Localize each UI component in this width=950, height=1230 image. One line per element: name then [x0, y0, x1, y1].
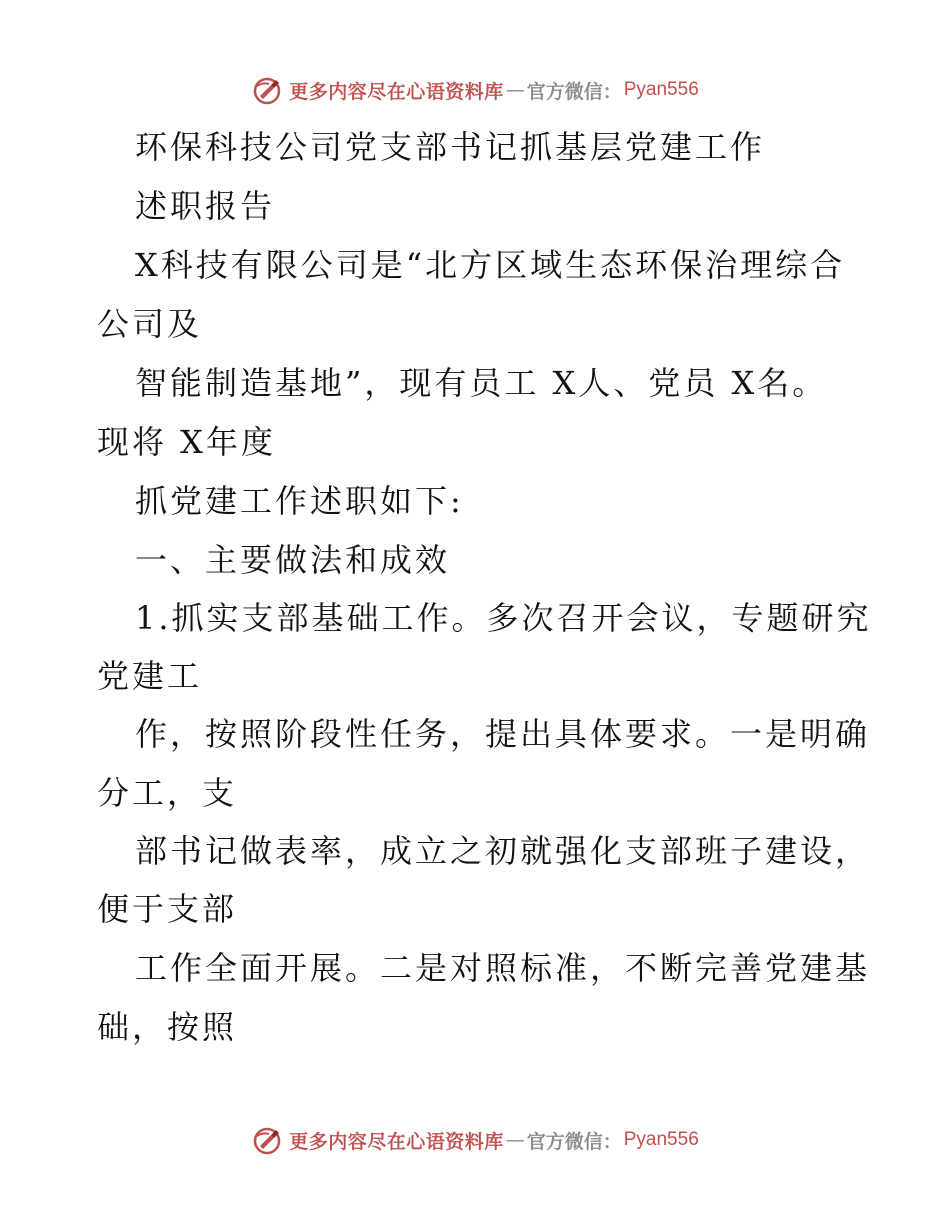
footer-watermark — [0, 1120, 950, 1160]
doc-line: 便于支部 — [97, 890, 238, 928]
wechat-id: Pyan556 — [623, 79, 699, 100]
doc-line: 现将 X年度 — [97, 423, 276, 461]
wechat-id: Pyan556 — [623, 1129, 699, 1150]
watermark-text: 更多内容尽在心语资料库 — [289, 1130, 504, 1153]
watermark-separator: — — [505, 1129, 525, 1151]
doc-line: 抓党建工作述职如下: — [135, 482, 464, 520]
wechat-label: 官方微信： — [526, 80, 622, 103]
watermark-text: 更多内容尽在心语资料库 — [289, 80, 504, 103]
doc-line: 分工，支 — [97, 774, 238, 812]
doc-line: 公司及 — [97, 305, 203, 343]
header-watermark — [0, 70, 950, 110]
watermark-separator: — — [505, 79, 525, 101]
doc-line: 础，按照 — [97, 1008, 238, 1046]
book-pen-logo-icon — [251, 74, 283, 106]
wechat-label: 官方微信： — [526, 1130, 622, 1153]
doc-line: 党建工 — [97, 657, 203, 695]
doc-line: 工作全面开展。二是对照标准，不断完善党建基 — [135, 949, 871, 987]
doc-line: 1.抓实支部基础工作。多次召开会议，专题研究 — [135, 599, 872, 637]
doc-title-line-1: 环保科技公司党支部书记抓基层党建工作 — [135, 128, 766, 166]
section-heading: 一、主要做法和成效 — [135, 541, 451, 579]
book-pen-logo-icon — [251, 1124, 283, 1156]
doc-line: X科技有限公司是“北方区域生态环保治理综合 — [135, 246, 846, 284]
doc-title-line-2: 述职报告 — [135, 187, 276, 225]
doc-line: 智能制造基地”，现有员工 X人、党员 X名。 — [135, 364, 828, 402]
doc-line: 作，按照阶段性任务，提出具体要求。一是明确 — [135, 715, 871, 753]
doc-line: 部书记做表率，成立之初就强化支部班子建设， — [135, 832, 871, 870]
